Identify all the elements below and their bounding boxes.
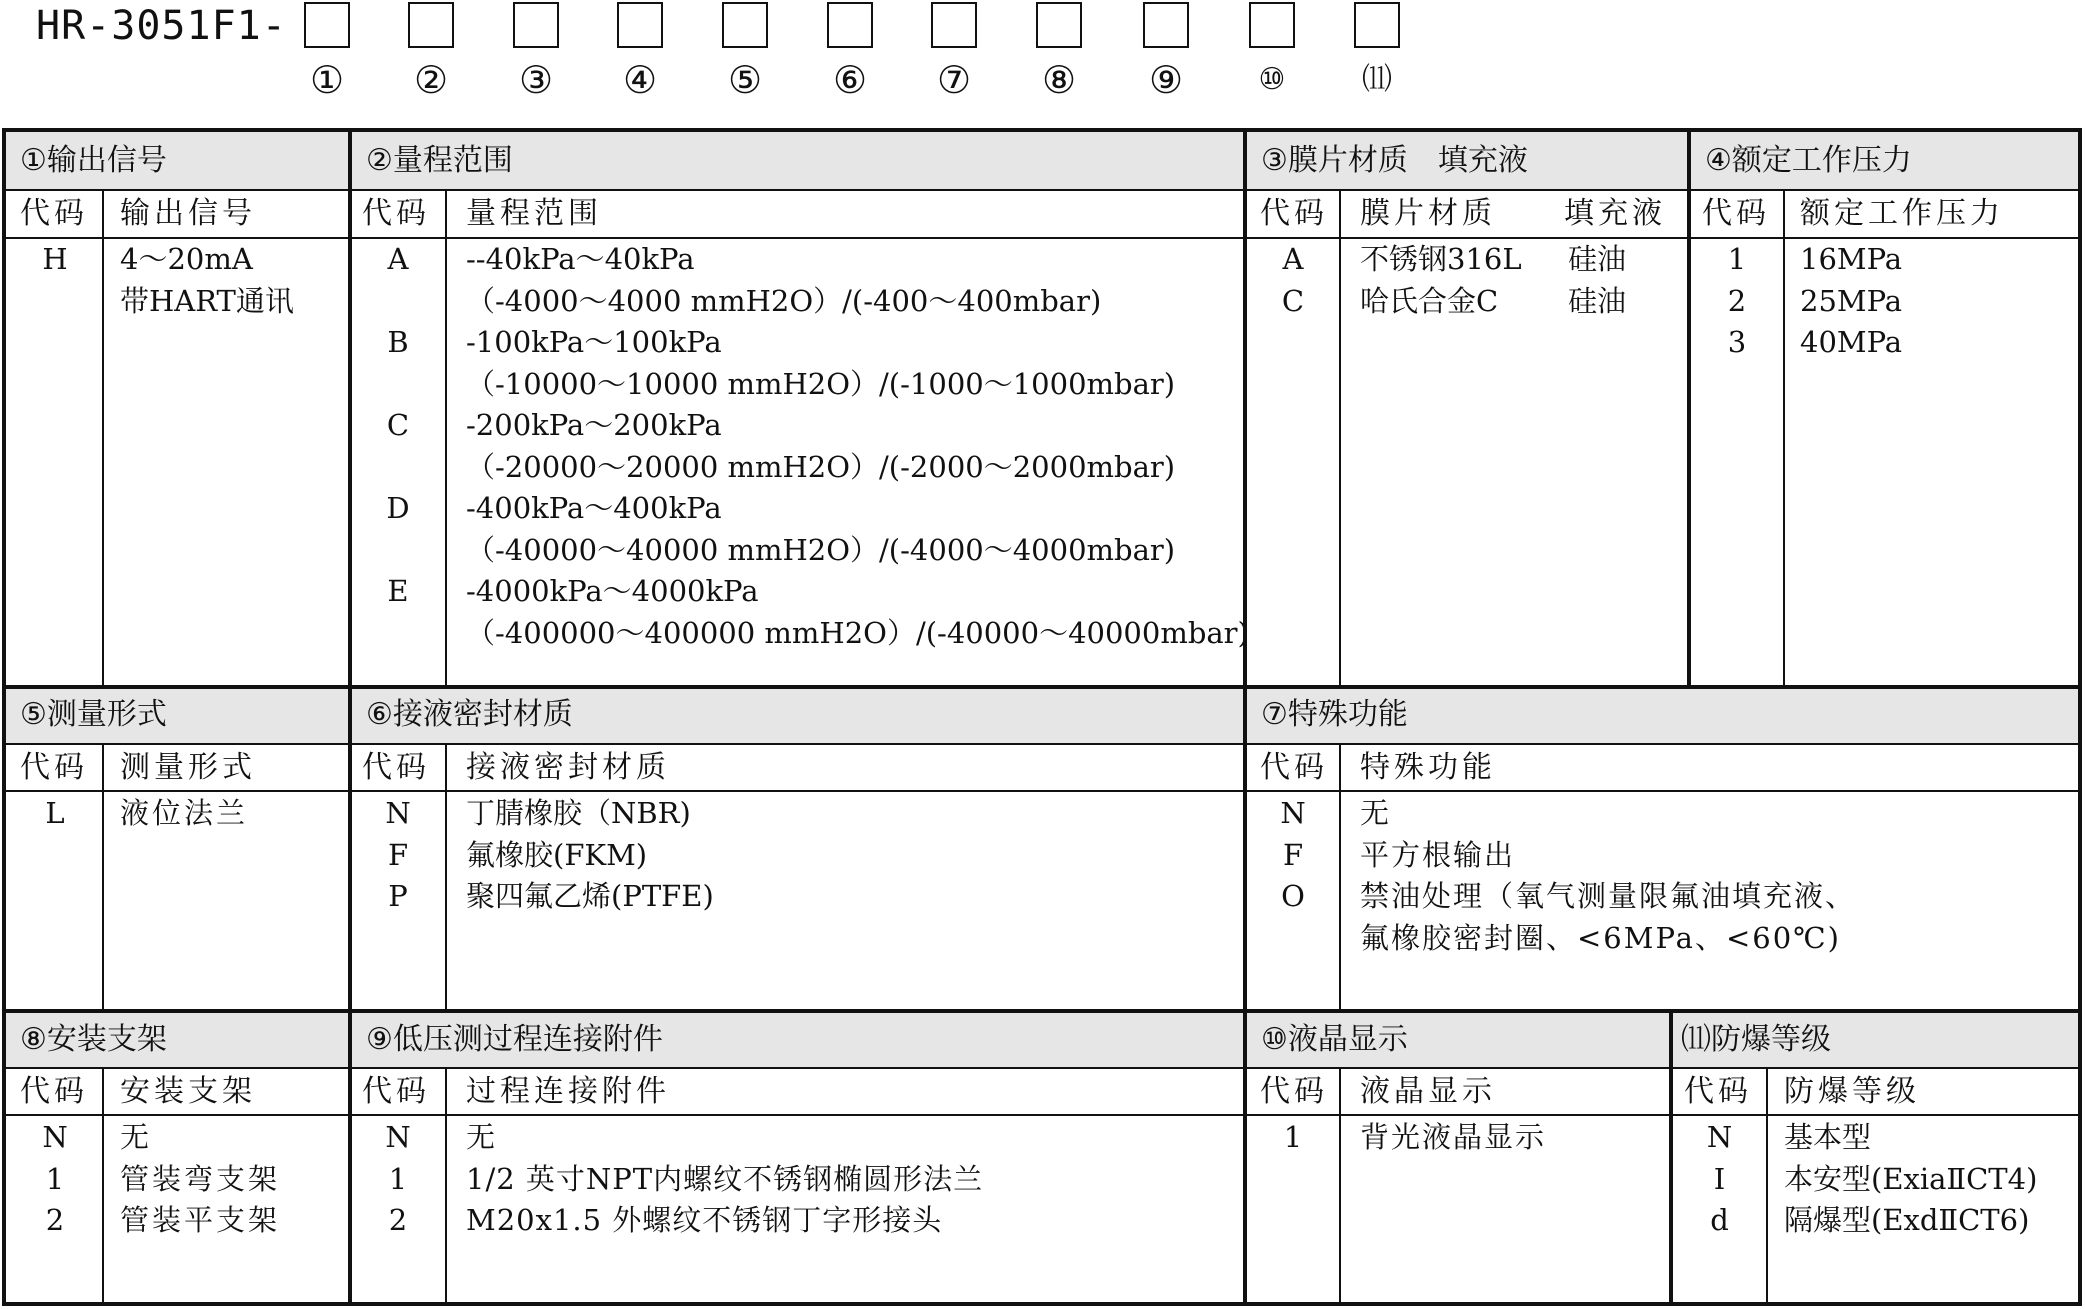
- table-row-desc: [1784, 1117, 2037, 1242]
- diaphragm-material: 不锈钢316L: [1360, 242, 1522, 276]
- fill-fluid: 硅油: [1568, 242, 1627, 276]
- table-row-desc: [466, 1117, 983, 1242]
- code-box-4: [617, 2, 663, 48]
- code-box-6: [827, 2, 873, 48]
- range-kpa: -400kPa～400kPa: [466, 491, 722, 525]
- range-conversion: （-10000～10000 mmH2O）/(-1000～1000mbar): [466, 366, 1176, 401]
- table-row-desc: [120, 1117, 280, 1242]
- code-box-9: [1143, 2, 1189, 48]
- code-n: N: [385, 1120, 411, 1154]
- seal-material: 聚四氟乙烯(PTFE): [466, 879, 714, 913]
- desc-line: 4～20mA: [120, 242, 253, 276]
- code-o: O: [1281, 879, 1305, 913]
- process-connection: 1/2 英寸NPT内螺纹不锈钢椭圆形法兰: [466, 1161, 984, 1196]
- range-kpa: -4000kPa～4000kPa: [466, 574, 759, 608]
- section-title-seal-material: ⑥接液密封材质: [352, 686, 1245, 744]
- divider: [6, 790, 2078, 792]
- column-header-code: 代码: [20, 1074, 88, 1109]
- special-function: 氟橡胶密封圈、<6MPa、<60℃): [1360, 920, 1841, 955]
- position-number-7: ⑦: [936, 58, 972, 102]
- column-header-fill-fluid: 填充液: [1564, 196, 1666, 231]
- code-a: A: [1282, 242, 1304, 276]
- explosion-proof-grade: 基本型: [1784, 1120, 1872, 1154]
- special-function: 无: [1360, 796, 1392, 830]
- section-title-range: ②量程范围: [352, 132, 1245, 190]
- seal-material: 氟橡胶(FKM): [466, 837, 648, 872]
- column-header-code: 代码: [20, 196, 88, 231]
- position-number-6: ⑥: [832, 58, 868, 102]
- table-row-desc: [1800, 239, 1902, 364]
- position-number-1: ①: [309, 58, 345, 102]
- position-number-4: ④: [622, 58, 658, 102]
- code-n: N: [1280, 796, 1306, 830]
- code-1: 1: [388, 1161, 408, 1196]
- section-title-measurement-form: ⑤测量形式: [6, 686, 350, 744]
- code-2: 2: [45, 1203, 65, 1237]
- range-conversion: （-400000～400000 mmH2O）/(-40000～40000mbar): [466, 615, 1249, 650]
- section-title-process-connection: ⑨低压测过程连接附件: [352, 1011, 1245, 1069]
- position-number-8: ⑧: [1041, 58, 1077, 102]
- code-c: C: [386, 408, 410, 442]
- position-number-5: ⑤: [727, 58, 763, 102]
- divider: [102, 744, 104, 1010]
- rated-pressure: 25MPa: [1800, 283, 1903, 318]
- column-header-mounting-bracket: 安装支架: [120, 1074, 256, 1109]
- code-2: 2: [1727, 283, 1747, 318]
- position-number-2: ②: [413, 58, 449, 102]
- table-row-desc: [466, 793, 714, 918]
- code-box-5: [722, 2, 768, 48]
- diaphragm-material: 哈氏合金C: [1360, 283, 1499, 318]
- process-connection: M20x1.5 外螺纹不锈钢丁字形接头: [466, 1203, 943, 1237]
- code-box-2: [408, 2, 454, 48]
- column-header-rated-pressure: 额定工作压力: [1800, 196, 2004, 231]
- column-header-lcd-display: 液晶显示: [1360, 1074, 1496, 1109]
- explosion-proof-grade: 本安型(ExiaⅡCT4): [1784, 1161, 2038, 1196]
- code-f: F: [387, 837, 409, 872]
- code-d: D: [386, 491, 410, 525]
- table-row-material: [1360, 239, 1522, 322]
- range-kpa: -100kPa～100kPa: [466, 325, 722, 359]
- code-n: N: [42, 1120, 68, 1154]
- desc-line: 带HART通讯: [120, 283, 294, 318]
- code-box-10: [1249, 2, 1295, 48]
- table-row-code: [350, 793, 446, 918]
- column-header-code: 代码: [362, 196, 430, 231]
- column-header-measurement-form: 测量形式: [120, 750, 256, 785]
- section-title-diaphragm-fill: ③膜片材质 填充液: [1247, 132, 1689, 190]
- table-row-code: [350, 239, 446, 613]
- table-row-desc: [1360, 793, 1856, 959]
- column-header-code: 代码: [1684, 1074, 1752, 1109]
- code-box-7: [931, 2, 977, 48]
- column-header-code: 代码: [1260, 196, 1328, 231]
- code-n: N: [385, 796, 411, 830]
- column-header-explosion-proof: 防爆等级: [1784, 1074, 1920, 1109]
- code-box-11: [1354, 2, 1400, 48]
- special-function: 平方根输出: [1360, 837, 1516, 872]
- divider: [1339, 1068, 1341, 1302]
- table-row-desc: [120, 239, 294, 322]
- explosion-proof-grade: 隔爆型(ExdⅡCT6): [1784, 1203, 2030, 1237]
- position-number-9: ⑨: [1148, 58, 1184, 102]
- section-title-output-signal: ①输出信号: [6, 132, 350, 190]
- table-row-code: [1245, 793, 1341, 918]
- table-row-code: [1689, 239, 1785, 364]
- column-header-code: 代码: [1260, 1074, 1328, 1109]
- table-row-code: [1671, 1117, 1768, 1242]
- section-title-special-function: ⑦特殊功能: [1247, 686, 2078, 744]
- special-function: 禁油处理（氧气测量限氟油填充液、: [1360, 879, 1857, 913]
- code-i: I: [1713, 1161, 1726, 1196]
- code-a: A: [387, 242, 409, 276]
- table-row-desc: 背光液晶显示: [1360, 1120, 1547, 1154]
- column-header-diaphragm-material: 膜片材质: [1360, 196, 1496, 231]
- code-1: 1: [45, 1161, 65, 1196]
- process-connection: 无: [466, 1120, 497, 1154]
- section-title-mounting-bracket: ⑧安装支架: [6, 1011, 350, 1069]
- range-kpa: -200kPa～200kPa: [466, 408, 722, 442]
- table-row-code: H: [42, 242, 68, 276]
- table-row-code: 1: [1283, 1120, 1303, 1154]
- divider: [6, 743, 2078, 745]
- column-header-code: 代码: [362, 750, 430, 785]
- table-row-code: L: [45, 796, 65, 830]
- section-title-explosion-proof: ⑾防爆等级: [1673, 1011, 2078, 1069]
- table-row-desc: [466, 239, 1249, 654]
- range-kpa: --40kPa～40kPa: [466, 242, 695, 276]
- seal-material: 丁腈橡胶（NBR): [466, 796, 691, 830]
- fill-fluid: 硅油: [1568, 283, 1627, 318]
- position-number-3: ③: [518, 58, 554, 102]
- column-header-seal-material: 接液密封材质: [466, 750, 670, 785]
- mounting-bracket: 管装弯支架: [120, 1161, 281, 1196]
- section-title-rated-pressure: ④额定工作压力: [1691, 132, 2078, 190]
- table-row-fluid: [1568, 239, 1626, 322]
- divider: [1687, 132, 1691, 685]
- column-header-code: 代码: [1260, 750, 1328, 785]
- column-header-output-signal: 输出信号: [120, 196, 256, 231]
- column-header-code: 代码: [362, 1074, 430, 1109]
- code-2: 2: [388, 1203, 408, 1237]
- divider: [6, 189, 2078, 191]
- table-row-desc: 液位法兰: [120, 796, 249, 830]
- section-title-lcd-display: ⑩液晶显示: [1247, 1011, 1671, 1069]
- column-header-code: 代码: [1702, 196, 1770, 231]
- rated-pressure: 40MPa: [1800, 325, 1903, 359]
- table-row-code: [350, 1117, 446, 1242]
- code-n: N: [1706, 1120, 1733, 1154]
- column-header-process-connection: 过程连接附件: [466, 1074, 670, 1109]
- divider: [6, 685, 2078, 689]
- column-header-range: 量程范围: [466, 196, 602, 231]
- code-1: 1: [1727, 242, 1747, 276]
- code-c: C: [1281, 283, 1305, 318]
- table-row-code: [6, 1117, 104, 1242]
- model-prefix: HR-3051F1-: [36, 3, 287, 49]
- code-3: 3: [1727, 325, 1747, 359]
- code-p: P: [388, 879, 408, 913]
- range-conversion: （-40000～40000 mmH2O）/(-4000～4000mbar): [466, 532, 1176, 567]
- code-box-3: [513, 2, 559, 48]
- position-number-10: ⑩: [1258, 62, 1286, 97]
- range-conversion: （-20000～20000 mmH2O）/(-2000～2000mbar): [466, 449, 1176, 484]
- code-f: F: [1282, 837, 1304, 872]
- table-row-code: [1245, 239, 1341, 322]
- rated-pressure: 16MPa: [1800, 242, 1903, 276]
- range-conversion: （-4000～4000 mmH2O）/(-400～400mbar): [466, 283, 1102, 318]
- position-number-11: ⑾: [1362, 62, 1392, 97]
- code-box-8: [1036, 2, 1082, 48]
- column-header-code: 代码: [20, 750, 88, 785]
- column-header-special-function: 特殊功能: [1360, 750, 1496, 785]
- model-selection-table: [2, 128, 2082, 1306]
- mounting-bracket: 无: [120, 1120, 153, 1154]
- mounting-bracket: 管装平支架: [120, 1203, 281, 1237]
- divider: [6, 1009, 2078, 1013]
- code-d: d: [1710, 1203, 1729, 1237]
- code-e: E: [387, 574, 409, 608]
- code-box-1: [304, 2, 350, 48]
- code-b: B: [387, 325, 409, 359]
